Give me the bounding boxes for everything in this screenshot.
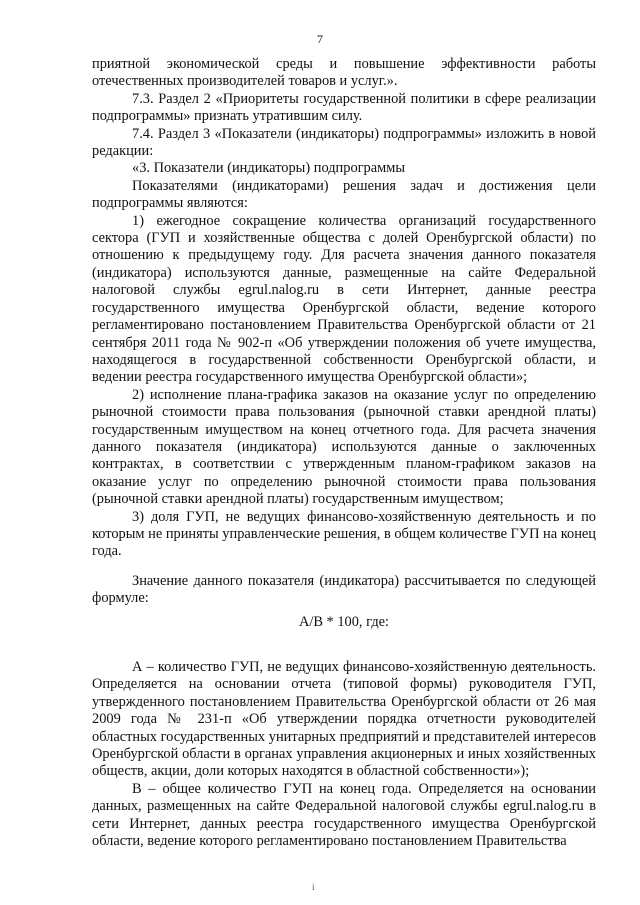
page-number: 7: [317, 32, 323, 46]
document-body: [92, 56, 596, 850]
paragraph-7-4: 7.4. Раздел 3 «Показатели (индикаторы) подпрограммы» изложить в новой редакции:: [92, 125, 596, 160]
section-3-heading: «3. Показатели (индикаторы) подпрограммы: [132, 160, 406, 177]
formula: А/В * 100, где:: [298, 613, 390, 630]
paragraph-indicators-intro: Показателями (индикаторами) решения задач и достижения цели подпрограммы являются:: [92, 177, 596, 212]
list-item-2: 2) исполнение плана-графика заказов на оказание услуг по определению рыночной стоимости права пользования (рыночной ставки арендной платы) государственным имуществом на конец отчетного года. Для расчета значения данного показателя (индикатора) используются данные о заключенных контрактах, в соответствии с утвержденным планом-графиком заказов на оказание услуг по определению рыночной стоимости права пользования (рыночной ставки арендной платы) государственным имуществом;: [92, 386, 596, 508]
definition-b: В – общее количество ГУП на конец года. Определяется на основании данных, размещенных на сайте Федеральной налоговой службы egrul.nalog.ru в сети Интернет, данных реестра государственного имущества Оренбургской области, ведение которого регламентировано постановлением Правительства: [92, 780, 596, 850]
bottom-mark: i: [312, 882, 315, 892]
definition-a: А – количество ГУП, не ведущих финансово-хозяйственную деятельность. Определяется на основании отчета (типовой формы) руководителя ГУП, утвержденного постановлением Правительства Оренбургской области от 26 мая 2009 года № 231-п «Об утверждении порядка отчетности руководителей областных государственных унитарных предприятий и представителей интересов Оренбургской области в органах управления акционерных и иных хозяйственных обществ, акции, доли которых находятся в областной собственности»);: [92, 659, 596, 780]
paragraph-continuation: приятной экономической среды и повышение эффективности работы отечественных производителей товаров и услуг.».: [92, 56, 596, 90]
paragraph-7-3: 7.3. Раздел 2 «Приоритеты государственной политики в сфере реализации подпрограммы» признать утратившим силу.: [92, 90, 596, 125]
paragraph-formula-intro: Значение данного показателя (индикатора) рассчитывается по следующей формуле:: [92, 572, 596, 607]
list-item-3: 3) доля ГУП, не ведущих финансово-хозяйственную деятельность и по которым не приняты управленческие решения, в общем количестве ГУП на конец года.: [92, 508, 596, 560]
list-item-1: 1) ежегодное сокращение количества организаций государственного сектора (ГУП и хозяйственные общества с долей Оренбургской области) по отношению к предыдущему году. Для расчета значения данного показателя (индикатора) используются данные, размещенные на сайте Федеральной налоговой службы egrul.nalog.ru в сети Интернет, данные реестра государственного имущества Оренбургской области, ведение которого регламентировано постановлением Правительства Оренбургской области от 21 сентября 2011 года № 902-п «Об утверждении положения об учете имущества, находящегося в государственной собственности Оренбургской области, и ведении реестра государственного имущества Оренбургской области»;: [92, 212, 596, 386]
